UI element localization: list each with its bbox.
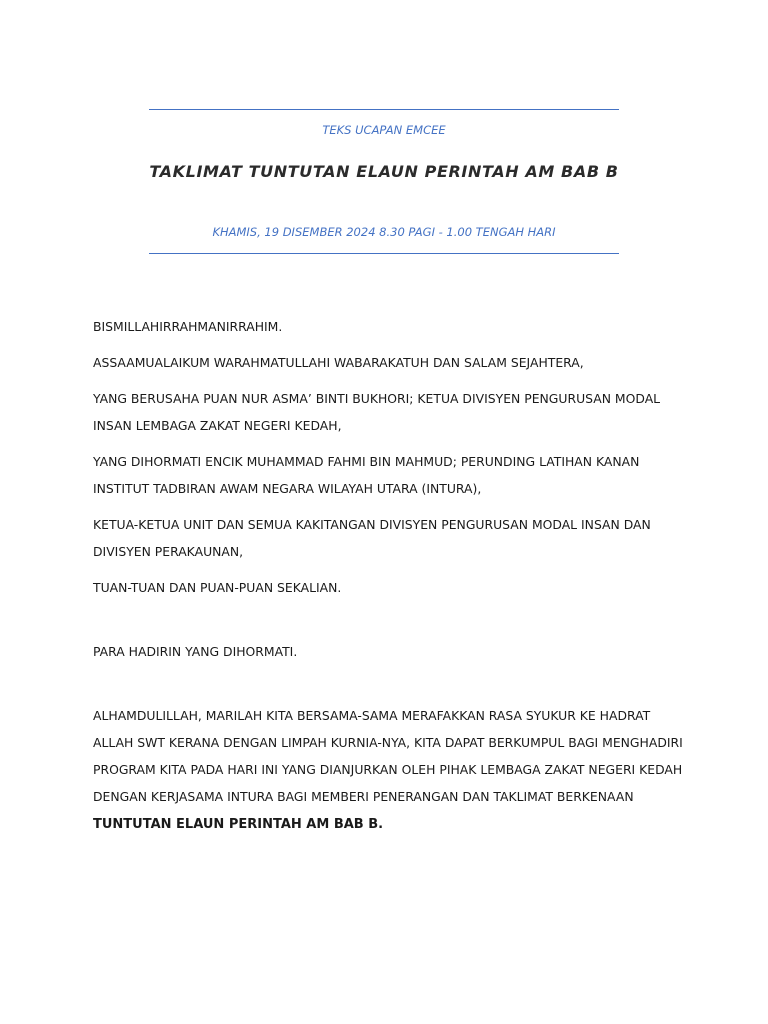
paragraph-opening: BISMILLAHIRRAHMANIRRAHIM. xyxy=(93,319,283,334)
paragraph-greeting: ASSAAMUALAIKUM WARAHMATULLAHI WABARAKATUH DAN SALAM SEJAHTERA, xyxy=(93,355,584,370)
paragraph-intro-bold: TUNTUTAN ELAUN PERINTAH AM BAB B. xyxy=(93,817,384,832)
event-datetime: KHAMIS, 19 DISEMBER 2024 8.30 PAGI - 1.00 TENGAH HARI xyxy=(212,225,556,239)
document-title: TAKLIMAT TUNTUTAN ELAUN PERINTAH AM BAB B xyxy=(149,162,619,181)
paragraph-address-3: KETUA-KETUA UNIT DAN SEMUA KAKITANGAN DIVISYEN PENGURUSAN MODAL INSAN DAN DIVISYEN PERAKAUNAN, xyxy=(93,517,651,559)
document-header xyxy=(149,109,619,254)
paragraph-address-4: TUAN-TUAN DAN PUAN-PUAN SEKALIAN. xyxy=(93,580,342,595)
paragraph-audience: PARA HADIRIN YANG DIHORMATI. xyxy=(93,644,298,659)
paragraph-intro xyxy=(93,702,683,838)
paragraph-address-2: YANG DIHORMATI ENCIK MUHAMMAD FAHMI BIN MAHMUD; PERUNDING LATIHAN KANAN INSTITUT TADBIRAN AWAM NEGARA WILAYAH UTARA (INTURA), xyxy=(93,454,640,496)
document-subtitle: TEKS UCAPAN EMCEE xyxy=(322,123,446,137)
document-body xyxy=(93,313,683,847)
paragraph-address-1: YANG BERUSAHA PUAN NUR ASMA’ BINTI BUKHORI; KETUA DIVISYEN PENGURUSAN MODAL INSAN LEMBAGA ZAKAT NEGERI KEDAH, xyxy=(93,391,661,433)
paragraph-intro-text: ALHAMDULILLAH, MARILAH KITA BERSAMA-SAMA MERAFAKKAN RASA SYUKUR KE HADRAT ALLAH SWT KERANA DENGAN LIMPAH KURNIA-NYA, KITA DAPAT BERKUMPUL BAGI MENGHADIRI PROGRAM KITA PADA HARI INI YANG DIANJURKAN OLEH PIHAK LEMBAGA ZAKAT NEGERI KEDAH DENGAN KERJASAMA INTURA BAGI MEMBERI PENERANGAN DAN TAKLIMAT BERKENAAN xyxy=(93,708,683,804)
